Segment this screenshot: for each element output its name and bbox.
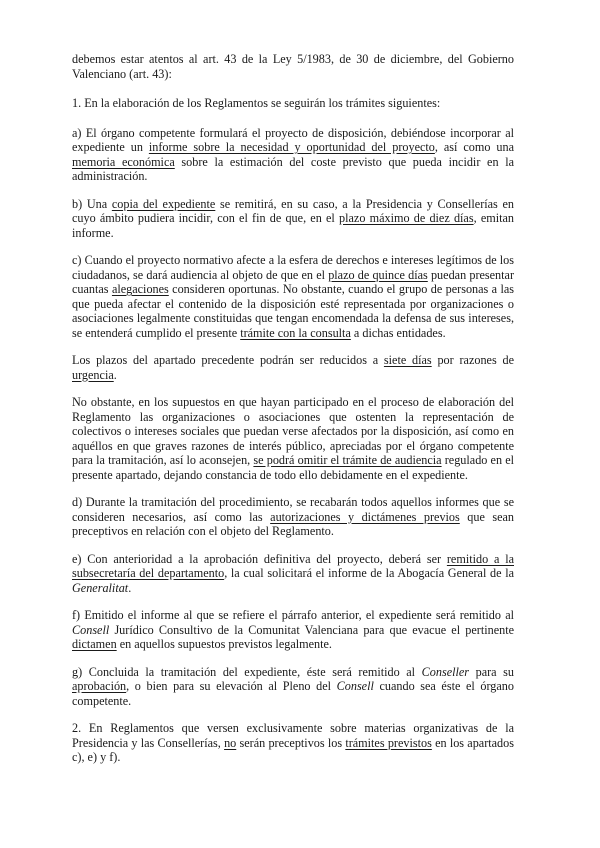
text: que sean preceptivos en relación con el objeto del Reglamento. bbox=[72, 509, 514, 538]
text: , así como una bbox=[434, 140, 514, 154]
text: Los plazos del apartado precedente podrán ser reducidos a bbox=[72, 353, 384, 367]
paragraph-b bbox=[72, 197, 514, 241]
underlined-phrase: siete días bbox=[383, 353, 432, 367]
text: por razones de bbox=[431, 353, 514, 367]
text: a dichas entidades. bbox=[350, 325, 446, 340]
text: en aquellos supuestos previstos legalmente. bbox=[116, 637, 332, 651]
text: , la cual solicitará el informe de la Abogacía General de la bbox=[224, 566, 515, 580]
text: Jurídico Consultivo de la Comunitat Valenciana para que evacue el pertinente bbox=[109, 622, 514, 637]
underlined-phrase: aprobación bbox=[72, 679, 127, 693]
paragraph-no-obstante bbox=[72, 395, 514, 482]
document-page bbox=[72, 52, 514, 765]
section-1-heading bbox=[72, 96, 514, 111]
text: regulado en el presente apartado, dejando constancia de todo ello debidamente en el expediente. bbox=[72, 453, 514, 482]
paragraph-e bbox=[72, 552, 514, 596]
text: No obstante, en los supuestos en que hayan participado en el proceso de elaboración del Reglamento las organizaciones o asociaciones que ostenten la representación de colectivos o intereses sociales que puedan verse afectados por la disposición, así como en aquéllos en que graves razones de interés público, apreciadas por el órgano competente para la tramitación, así lo aconsejen, bbox=[72, 395, 514, 467]
text: a) El órgano competente formulará el proyecto de disposición, debiéndose incorporar al expediente un bbox=[72, 125, 514, 154]
text: se remitirá, en su caso, a la Presidencia y Consellerías en cuyo ámbito pudiera incidir, con el fin de que, en el bbox=[72, 196, 515, 225]
underlined-phrase: plazo de quince días bbox=[328, 267, 428, 282]
underlined-phrase: plazo máximo de diez días bbox=[339, 211, 474, 225]
text: d) Durante la tramitación del procedimiento, se recabarán todos aquellos informes que se consideren necesarios, así como las bbox=[72, 495, 514, 524]
underlined-phrase: trámites previstos bbox=[345, 735, 432, 750]
paragraph-g bbox=[72, 665, 514, 709]
underlined-phrase: informe sobre la necesidad y oportunidad del proyecto bbox=[148, 140, 435, 154]
italic-term: Consell bbox=[72, 622, 110, 637]
underlined-phrase: autorizaciones y dictámenes previos bbox=[270, 509, 460, 524]
text: para su bbox=[469, 664, 514, 679]
text: consideren oportunas. No obstante, cuando el grupo de personas a las que pueda afectar el contenido de la disposición esté representada por organizaciones o asociaciones legalmente constituidas que tengan encomendada la defensa de sus intereses, se entenderá cumplido el presente bbox=[72, 282, 514, 340]
underlined-phrase: se podrá omitir el trámite de audiencia bbox=[253, 453, 442, 467]
text: . bbox=[128, 580, 132, 595]
paragraph-c bbox=[72, 253, 514, 340]
italic-term: Consell bbox=[336, 679, 374, 693]
section-2-paragraph bbox=[72, 721, 514, 765]
text: cuando sea éste el órgano competente. bbox=[72, 679, 514, 708]
paragraph-f bbox=[72, 608, 514, 652]
underlined-phrase: urgencia bbox=[72, 367, 114, 382]
underlined-phrase: copia del expediente bbox=[111, 196, 216, 211]
text: 2. En Reglamentos que versen exclusivamente sobre materias organizativas de la Presidencia y las Consellerías, bbox=[72, 721, 514, 750]
text: en los apartados c), e) y f). bbox=[72, 735, 514, 764]
section-1-text: 1. En la elaboración de los Reglamentos se seguirán los trámites siguientes: bbox=[72, 96, 441, 110]
paragraph-plazos bbox=[72, 353, 514, 382]
paragraph-d bbox=[72, 495, 514, 539]
text: f) Emitido el informe al que se refiere el párrafo anterior, el expediente será remitido al bbox=[72, 608, 514, 622]
underlined-phrase: alegaciones bbox=[111, 282, 169, 296]
text: . bbox=[113, 367, 117, 382]
text: b) Una bbox=[72, 196, 112, 211]
text: serán preceptivos los bbox=[236, 735, 346, 750]
underlined-phrase: memoria económica bbox=[72, 154, 175, 169]
text: , emitan informe. bbox=[72, 211, 514, 240]
underlined-phrase: dictamen bbox=[72, 637, 117, 651]
paragraph-a bbox=[72, 126, 514, 184]
intro-paragraph bbox=[72, 52, 514, 81]
underlined-phrase: no bbox=[224, 735, 237, 750]
intro-text: debemos estar atentos al art. 43 de la Ley 5/1983, de 30 de diciembre, del Gobierno Valenciano (art. 43): bbox=[72, 52, 514, 81]
text: g) Concluida la tramitación del expediente, éste será remitido al bbox=[72, 664, 422, 679]
text: puedan presentar cuantas bbox=[72, 267, 515, 296]
text: e) Con anterioridad a la aprobación definitiva del proyecto, deberá ser bbox=[72, 551, 447, 566]
italic-term: Generalitat bbox=[72, 580, 129, 595]
text: c) Cuando el proyecto normativo afecte a la esfera de derechos e intereses legítimos de los ciudadanos, se dará audiencia al objeto de que en el bbox=[72, 253, 514, 282]
underlined-phrase: trámite con la consulta bbox=[240, 325, 351, 340]
underlined-phrase: remitido a la subsecretaría del departamento bbox=[72, 551, 514, 580]
text: , o bien para su elevación al Pleno del bbox=[126, 679, 337, 693]
text: sobre la estimación del coste previsto que pueda incidir en la administración. bbox=[72, 154, 514, 183]
italic-term: Conseller bbox=[421, 664, 470, 679]
